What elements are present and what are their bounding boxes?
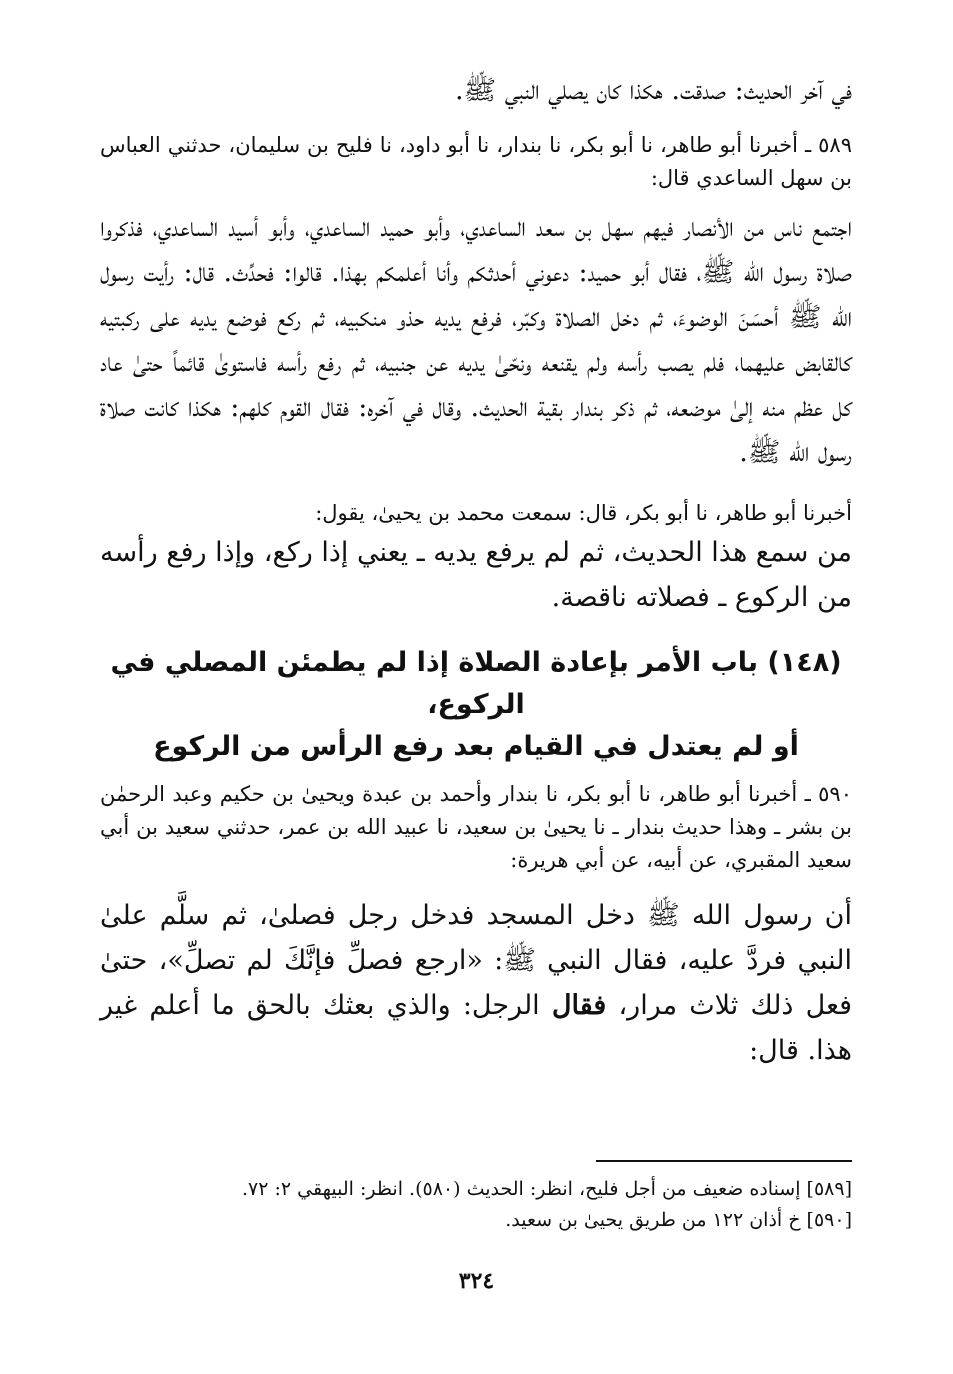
footnote-589: [٥٨٩] إسناده ضعيف من أجل فليح، انظر: الحديث (٥٨٠). انظر: البيهقي ٢: ٧٢.	[242, 1178, 852, 1200]
page-body	[100, 68, 852, 1073]
spacer	[100, 195, 852, 205]
spacer	[100, 475, 852, 497]
page-number: ٣٢٤	[458, 1268, 495, 1294]
extra-isnad: أخبرنا أبو طاهر، نا أبو بكر، قال: سمعت محمد بن يحيىٰ، يقول:	[315, 501, 852, 525]
spacer	[100, 768, 852, 778]
hadith-589-text: اجتمع ناس من الأنصار فيهم سهل بن سعد الساعدي، وأبو حميد الساعدي، وأبو أسيد الساعدي، فذكروا صلاة رسول الله ﷺ، فقال أبو حميد: دعوني أحدثكم وأنا أعلمكم بهذا. قالوا: فحدِّث. قال: رأيت رسول الله ﷺ أحسَنَ الوضوءَ، ثم دخل الصلاة وكبّر، فرفع يديه حذو منكبيه، ثم ركع فوضع يديه على ركبتيه كالقابض عليهما، فلم يصب رأسه ولم يقنعه ونحّىٰ يديه عن جنبيه، ثم رفع رأسه فاستوىٰ قائماً حتىٰ عاد كل عظم منه إلىٰ موضعه، ثم ذكر بندار بقية الحديث. وقال في آخره: فقال القوم كلهم: هكذا كانت صلاة رسول الله ﷺ.	[100, 212, 852, 468]
chapter-heading-line-1: (١٤٨) باب الأمر بإعادة الصلاة إذا لم يطمئن المصلي في الركوع،	[110, 647, 842, 720]
hadith-590-text-part-2: الرجل: والذي بعثك بالحق ما أعلم غير هذا. قال:	[100, 990, 852, 1066]
spacer	[100, 113, 852, 129]
hadith-590-text-part-1: أن رسول الله ﷺ دخل المسجد فدخل رجل فصلىٰ، ثم سلَّم علىٰ النبي فردَّ عليه، فقال النبي ﷺ: «ارجع فصلِّ فإنَّكَ لم تصلِّ»، حتىٰ فعل ذلك ثلاث مرار،	[100, 900, 852, 1021]
hadith-590-isnad: ٥٩٠ ـ أخبرنا أبو طاهر، نا أبو بكر، نا بندار وأحمد بن عبدة ويحيىٰ بن حكيم وعبد الرحمٰن بن بشر ـ وهذا حديث بندار ـ نا يحيىٰ بن سعيد، نا عبيد الله بن عمر، حدثني سعيد بن أبي سعيد المقبري، عن أبيه، عن أبي هريرة:	[100, 782, 852, 872]
hadith-590-text-emphasis: فقال	[551, 990, 607, 1021]
extra-text: من سمع هذا الحديث، ثم لم يرفع يديه ـ يعني إذا ركع، وإذا رفع رأسه من الركوع ـ فصلاته ناقصة.	[100, 537, 852, 613]
spacer	[100, 877, 852, 893]
footnote-590: [٥٩٠] خ أذان ١٢٢ من طريق يحيىٰ بن سعيد.	[505, 1209, 852, 1231]
footnotes	[100, 1174, 852, 1236]
continuation-line: في آخر الحديث: صدقت. هكذا كان يصلي النبي ﷺ.	[454, 75, 852, 106]
footnote-divider	[596, 1160, 852, 1162]
hadith-589-isnad: ٥٨٩ ـ أخبرنا أبو طاهر، نا أبو بكر، نا بندار، نا أبو داود، نا فليح بن سليمان، حدثني العباس بن سهل الساعدي قال:	[100, 133, 852, 190]
chapter-heading-line-2: أو لم يعتدل في القيام بعد رفع الرأس من الركوع	[153, 731, 799, 762]
spacer	[100, 620, 852, 642]
hadith-590-text	[100, 893, 852, 1073]
